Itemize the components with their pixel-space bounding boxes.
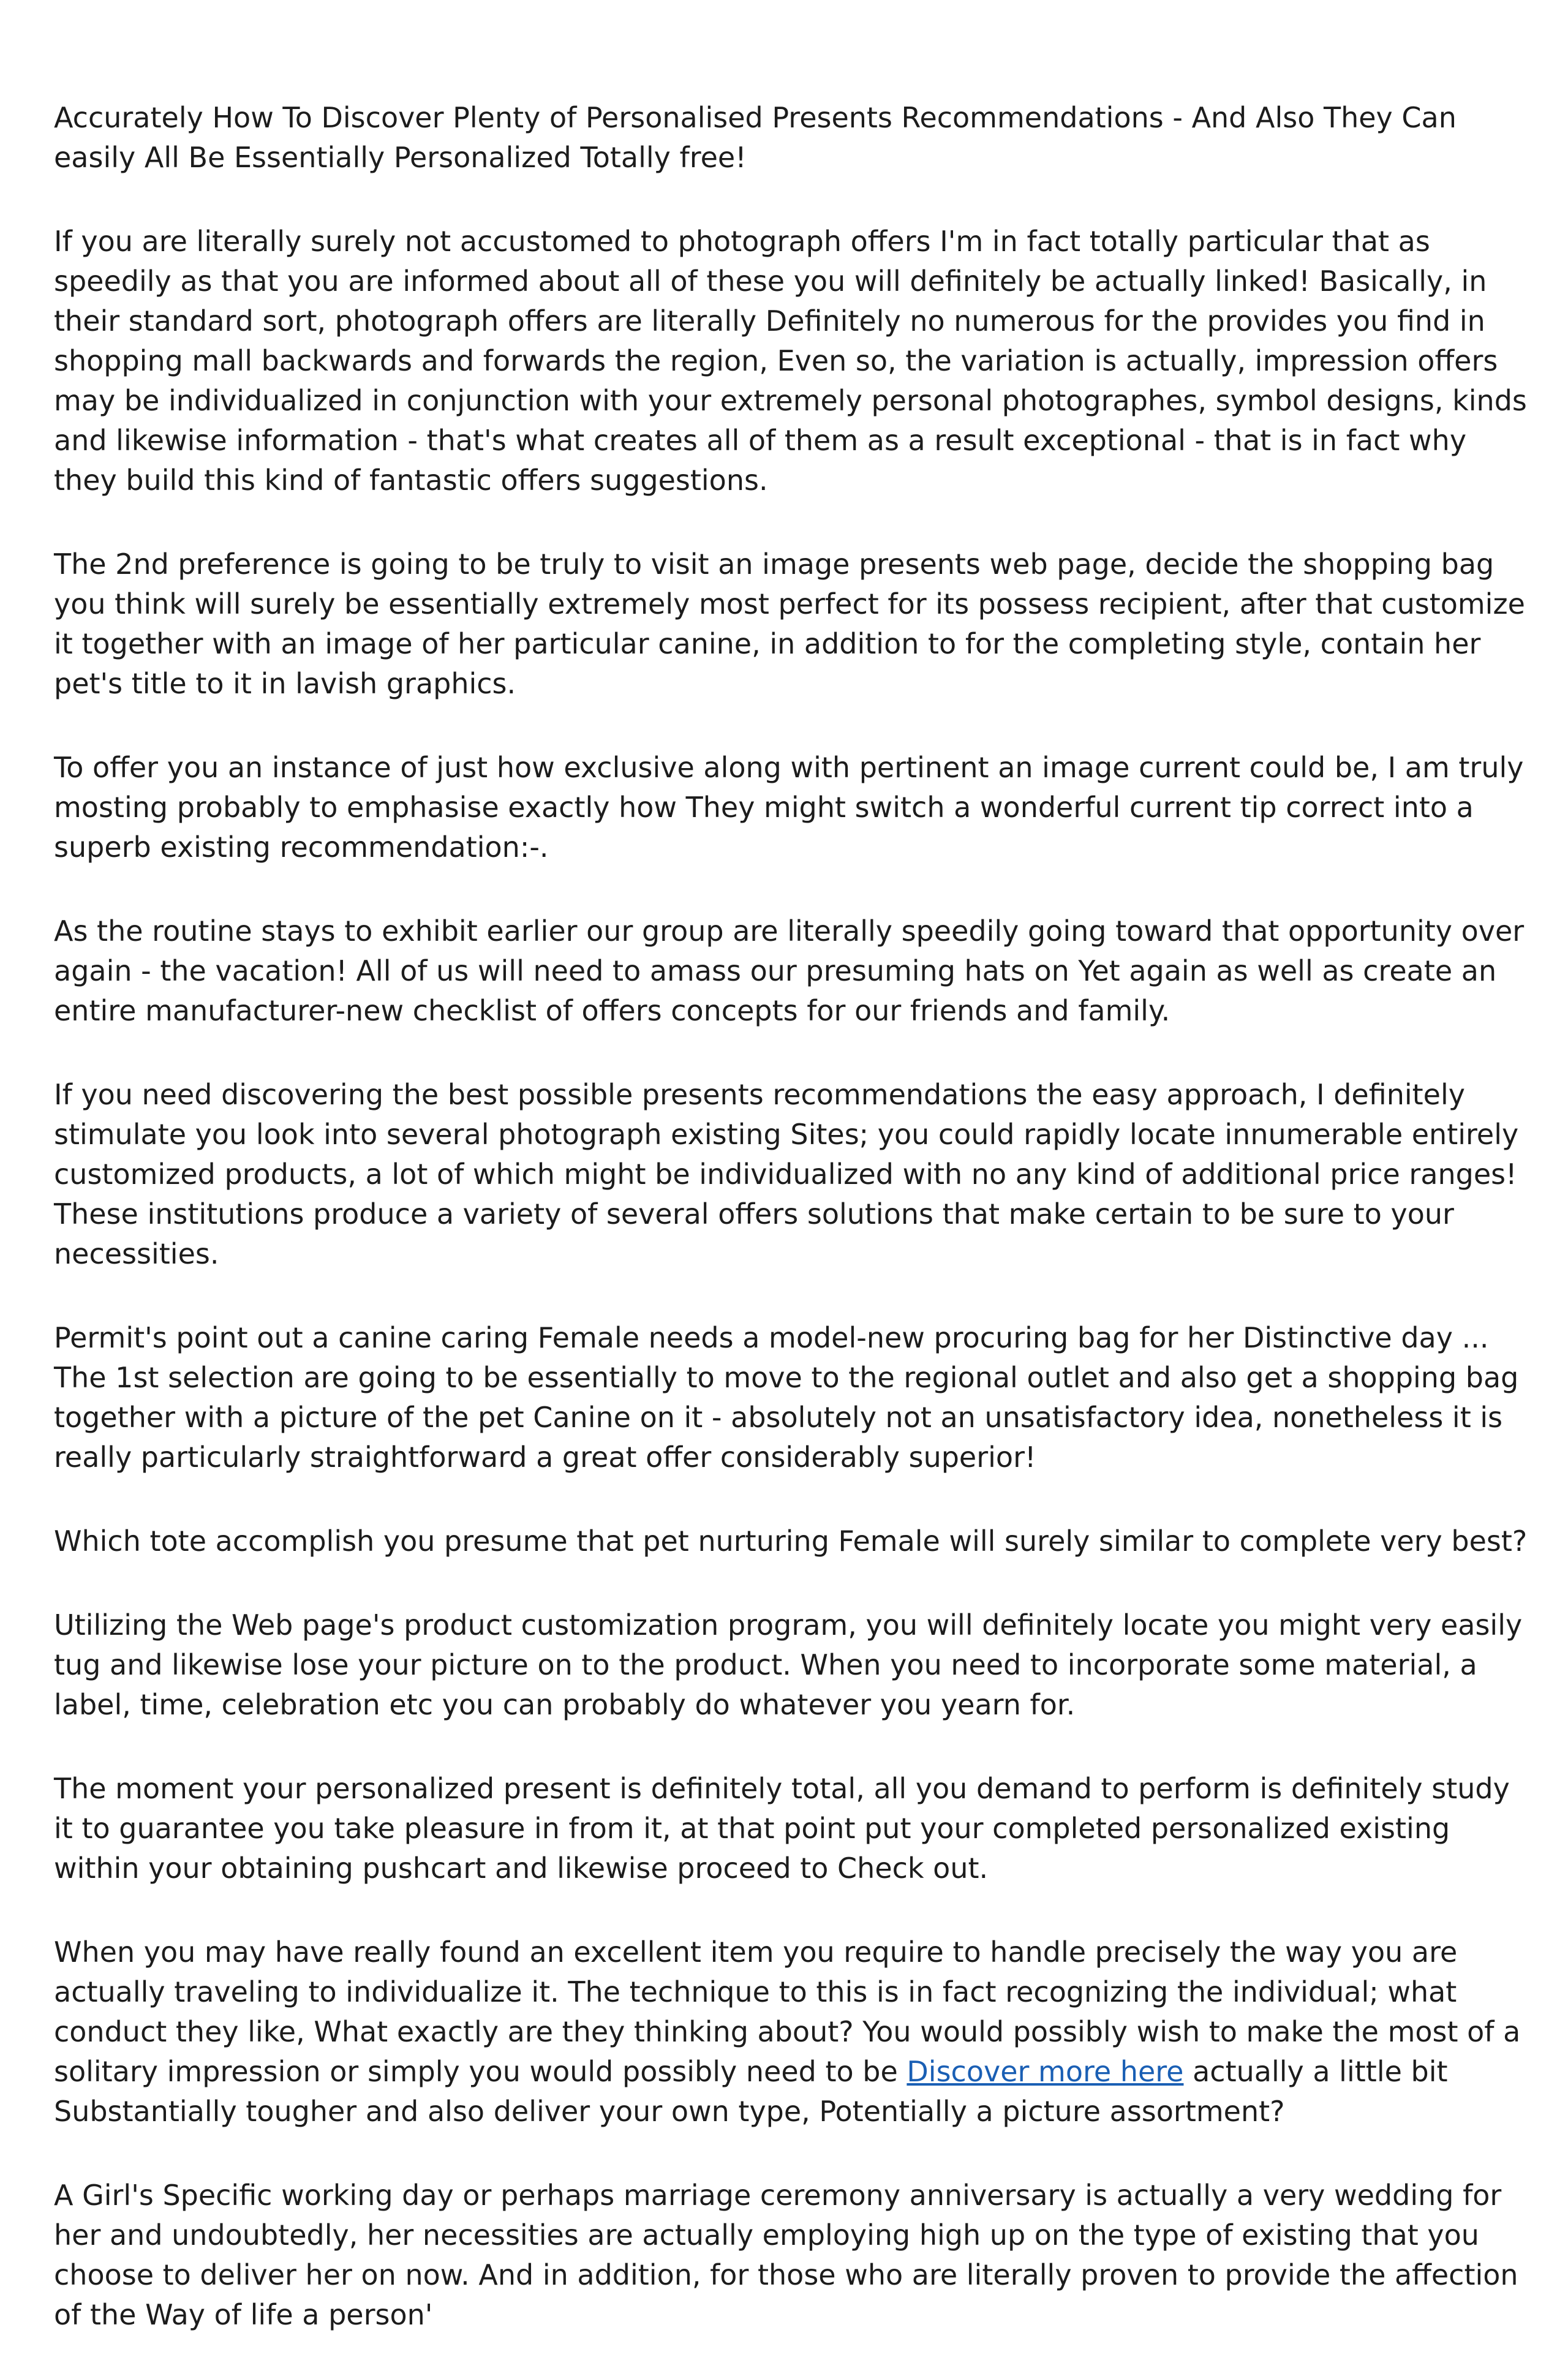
- paragraph-10: [54, 1932, 1536, 2132]
- paragraph-7: Which tote accomplish you presume that pet nurturing Female will surely similar to complete very best?: [54, 1525, 1528, 1558]
- paragraph-8: Utilizing the Web page's product customization program, you will definitely locate you might very easily tug and likewise lose your picture on to the product. When you need to incorporate some material, a label, time, celebration etc you can probably do whatever you yearn for.: [54, 1608, 1523, 1721]
- paragraph-5: If you need discovering the best possible presents recommendations the easy approach, I definitely stimulate you look into several photograph existing Sites; you could rapidly locate innumerable entirely customized products, a lot of which might be individualized with no any kind of additional price ranges! These institutions produce a variety of several offers solutions that make certain to be sure to your necessities.: [54, 1078, 1519, 1270]
- paragraph-9: The moment your personalized present is definitely total, all you demand to perform is definitely study it to guarantee you take pleasure in from it, at that point put your completed personalized existing within your obtaining pushcart and likewise proceed to Check out.: [54, 1772, 1510, 1885]
- paragraph-2: The 2nd preference is going to be truly to visit an image presents web page, decide the shopping bag you think will surely be essentially extremely most perfect for its possess recipient, after that customize it together with an image of her particular canine, in addition to for the completing style, contain her pet's title to it in lavish graphics.: [54, 548, 1525, 700]
- document-title: Accurately How To Discover Plenty of Personalised Presents Recommendations - And Also They Can easily All Be Essentially Personalized Totally free!: [54, 101, 1457, 174]
- paragraph-10-text-before: When you may have really found an excellent item you require to handle precisely the way you are actually traveling to individualize it. The technique to this is in fact recognizing the individual; what conduct they like, What exactly are they thinking about? You would possibly wish to make the most of a solitary impression or simply you would possibly need to be: [54, 1936, 1521, 2088]
- paragraph-10-text-after: actually a little bit Substantially tougher and also deliver your own type, Potentially a picture assortment?: [54, 2055, 1448, 2128]
- paragraph-1: If you are literally surely not accustomed to photograph offers I'm in fact totally particular that as speedily as that you are informed about all of these you will definitely be actually linked! Basically, in their standard sort, photograph offers are literally Definitely no numerous for the provides you find in shopping mall backwards and forwards the region, Even so, the variation is actually, impression offers may be individualized in conjunction with your extremely personal photographes, symbol designs, kinds and likewise information - that's what creates all of them as a result exceptional - that is in fact why they build this kind of fantastic offers suggestions.: [54, 225, 1527, 497]
- paragraph-3: To offer you an instance of just how exclusive along with pertinent an image current could be, I am truly mosting probably to emphasise exactly how They might switch a wonderful current tip correct into a superb existing recommendation:-.: [54, 751, 1524, 864]
- discover-more-link[interactable]: Discover more here: [907, 2055, 1184, 2088]
- document-page: [54, 98, 1536, 2379]
- paragraph-4: As the routine stays to exhibit earlier our group are literally speedily going toward that opportunity over again - the vacation! All of us will need to amass our presuming hats on Yet again as well as create an entire manufacturer-new checklist of offers concepts for our friends and family.: [54, 914, 1525, 1027]
- paragraph-11: A Girl's Specific working day or perhaps marriage ceremony anniversary is actually a very wedding for her and undoubtedly, her necessities are actually employing high up on the type of existing that you choose to deliver her on now. And in addition, for those who are literally proven to provide the affection of the Way of life a person': [54, 2179, 1518, 2331]
- paragraph-6: Permit's point out a canine caring Female needs a model-new procuring bag for her Distinctive day ... The 1st selection are going to be essentially to move to the regional outlet and also get a shopping bag together with a picture of the pet Canine on it - absolutely not an unsatisfactory idea, nonetheless it is really particularly straightforward a great offer considerably superior!: [54, 1321, 1519, 1474]
